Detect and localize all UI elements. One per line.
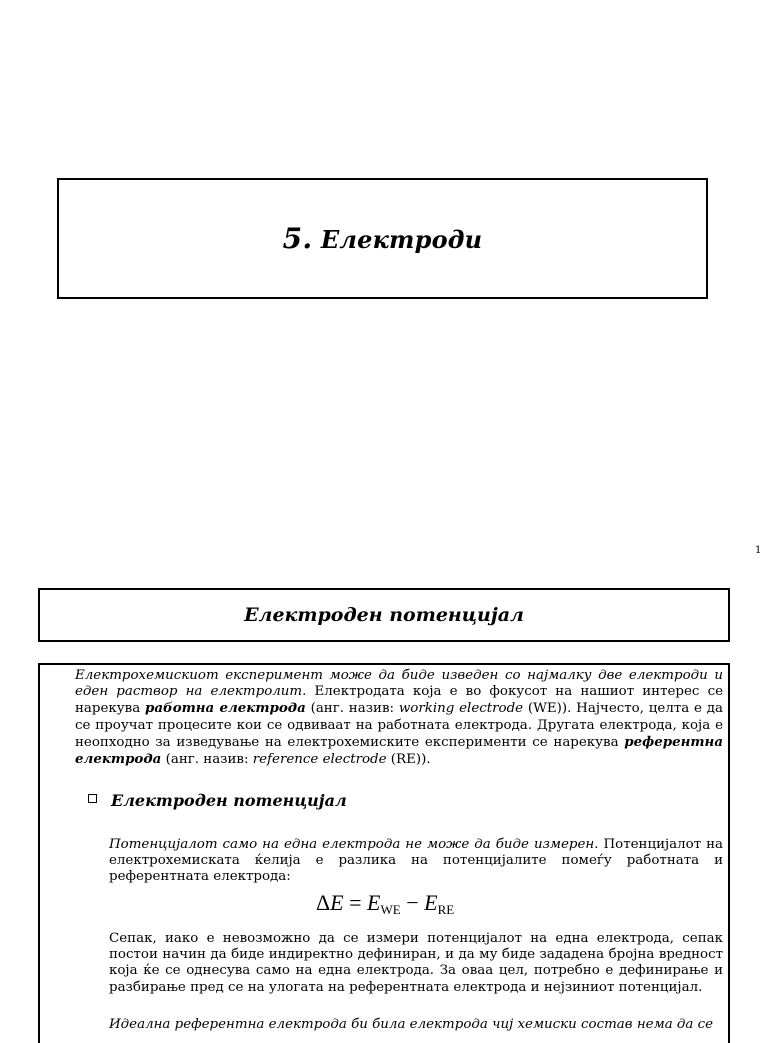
intro-text-5: (RE)). — [386, 752, 431, 768]
term-reference-electrode: референтна електрода — [75, 733, 723, 768]
term-working-electrode: работна електрода — [144, 700, 306, 717]
cell-potential-formula — [316, 890, 454, 918]
page-number: 1 — [755, 545, 762, 556]
formula-minus: − — [400, 890, 425, 915]
chapter-title-box — [57, 178, 708, 299]
intro-lead: Електрохемискиот експеримент може да биде изведен со најмалку две електроди и еден раствор на електролит. — [75, 668, 723, 700]
formula-equals: = — [343, 890, 368, 915]
intro-paragraph — [75, 668, 723, 768]
ideal-reference-paragraph — [109, 1017, 723, 1033]
potential-lead: Потенцијалот само на една електрода не може да биде измерен. — [109, 837, 599, 852]
intro-text-4: (анг. назив: — [161, 752, 253, 768]
formula-sub-we: WE — [380, 902, 401, 917]
formula-e-re: E — [424, 890, 438, 915]
intro-text-1: Електродата која е во фокусот на нашиот интерес се нарекува — [75, 684, 723, 717]
formula-sub-re: RE — [437, 902, 455, 917]
chapter-title — [283, 222, 483, 255]
bullet-heading-label: Електроден потенцијал — [111, 791, 347, 810]
indirect-definition-paragraph: Сепак, иако е невозможно да се измери потенцијалот на една електрода, сепак постои начин да биде индиректно дефиниран, и да му биде зададена бројна вредност која ќе се однесува само на една електрода. За оваа цел, потребно е дефинирање и разбирање пред се на улогата на референтната електрода и нејзиниот потенцијал. — [109, 931, 723, 995]
term-working-electrode-en: working electrode — [398, 701, 524, 717]
potential-paragraph — [109, 837, 723, 886]
bullet-heading — [88, 791, 347, 810]
ideal-reference-text: Идеална референтна електрода би била електрода чиј хемиски состав нема да се — [109, 1017, 714, 1032]
potential-text: Потенцијалот на електрохемиската ќелија е разлика на потенцијалите помеѓу работната и референтната електрода: — [109, 837, 723, 885]
content-box — [38, 663, 730, 1043]
chapter-title-text: Електроди — [320, 225, 483, 254]
chapter-number: 5. — [282, 222, 313, 255]
formula-e-we: E — [367, 890, 381, 915]
section-title-box — [38, 588, 730, 642]
intro-text-3: (WE)). Најчесто, целта е да се проучат процесите кои се одвиваат на работната електрода. Другата електрода, која е неопходно за изведување на електрохемиските експерименти се нарекува — [75, 701, 723, 750]
square-bullet-icon — [88, 794, 97, 803]
formula-lhs: E — [330, 890, 344, 915]
intro-text-2: (анг. назив: — [305, 701, 399, 717]
term-reference-electrode-en: reference electrode — [252, 752, 387, 768]
section-title: Електроден потенцијал — [244, 604, 524, 626]
formula-delta: Δ — [316, 890, 331, 915]
